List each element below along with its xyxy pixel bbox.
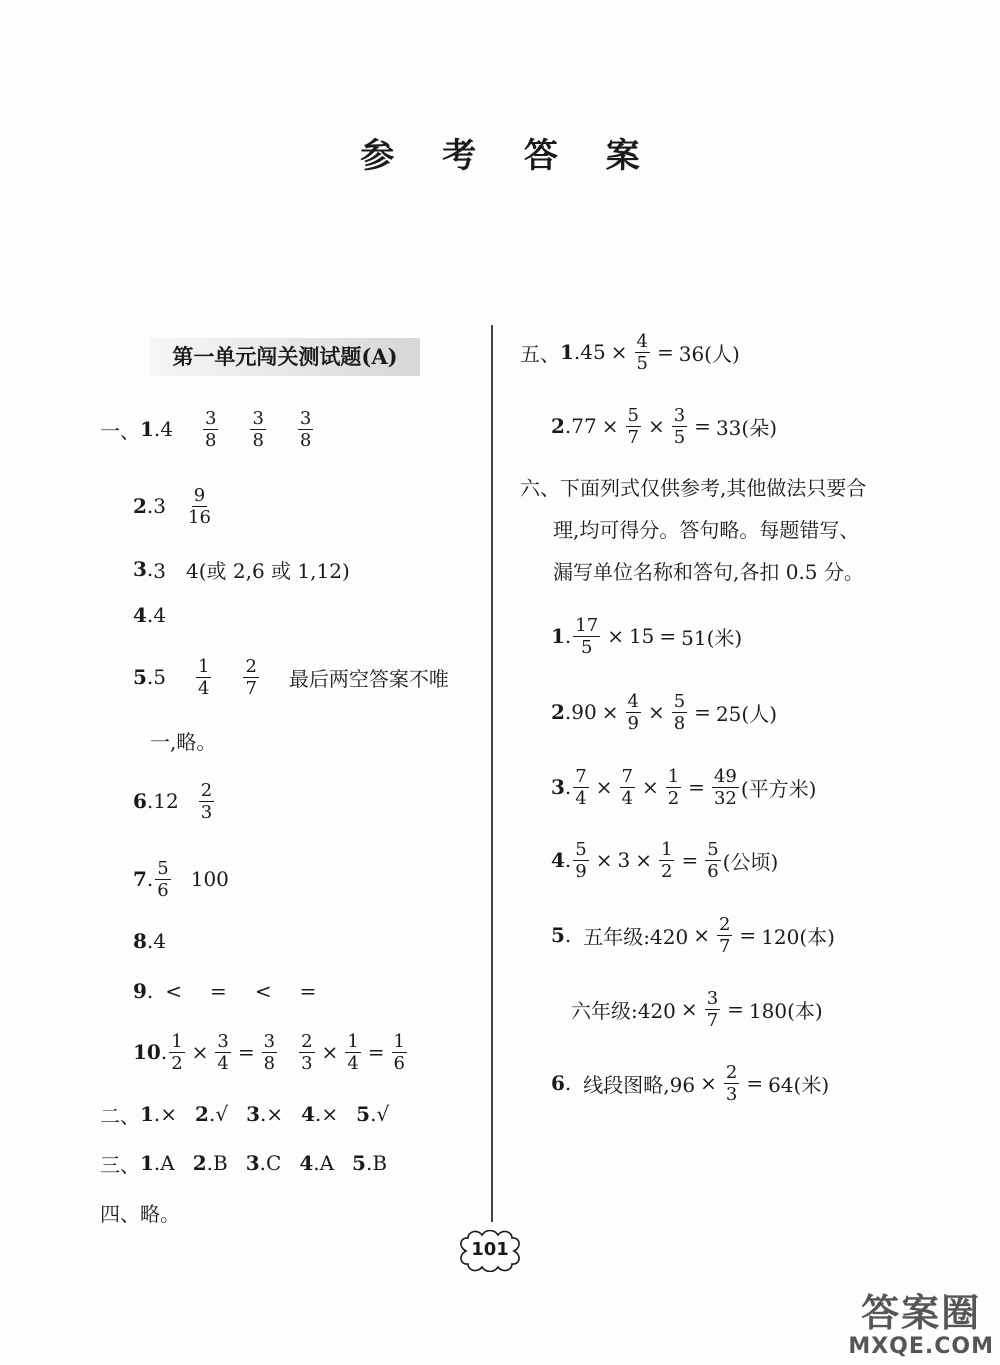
answer-section-3: 三、 1 . A 2 . B 3 . C 4 . A 5 . B [100, 1151, 388, 1177]
fraction: $\frac{2}{7}$ [245, 655, 257, 699]
fraction: $\frac{1}{2}$ [171, 1030, 183, 1074]
fraction: $\frac{17}{5}$ [575, 614, 599, 658]
fraction: $\frac{4}{5}$ [636, 330, 648, 374]
answer-6-2: 2 . 90 × $\frac{4}{9}$ × $\frac{5}{8}$ = 25(人) [551, 690, 777, 734]
fraction: $\frac{4}{9}$ [627, 690, 639, 734]
fraction: $\frac{2}{3}$ [725, 1061, 738, 1105]
fraction: $\frac{1}{2}$ [667, 765, 680, 809]
answer-1-4: 4 . 4 [133, 603, 167, 627]
fraction: $\frac{5}{6}$ [707, 838, 719, 882]
answer-1-6: 6 . 12 $\frac{2}{3}$ [133, 779, 213, 823]
answer-section-4: 四、略。 [100, 1201, 180, 1226]
answer-6-5: 5 . 五年级:420 × $\frac{2}{7}$ = 120(本) [551, 913, 835, 957]
fraction: $\frac{3}{8}$ [299, 407, 312, 451]
fraction: $\frac{3}{5}$ [673, 404, 686, 448]
section-6-instructions: 六、下面列式仅供参考,其他做法只要合 理,均可得分。答句略。每题错写、 漏写单位名称和答句,各扣 0.5 分。 [520, 476, 867, 584]
fraction: $\frac{3}{8}$ [263, 1030, 276, 1074]
fraction: $\frac{3}{4}$ [217, 1030, 229, 1074]
answer-5-2: 2 . 77 × $\frac{5}{7}$ × $\frac{3}{5}$ = 33(朵) [551, 404, 777, 448]
answer-1-5-cont: 一,略。 [150, 729, 217, 754]
fraction: $\frac{1}{4}$ [198, 655, 210, 699]
fraction: $\frac{2}{7}$ [718, 913, 731, 957]
fraction: $\frac{9}{16}$ [188, 484, 211, 528]
answer-6-5-b: 六年级:420 × $\frac{3}{7}$ = 180(本) [571, 987, 823, 1031]
answer-1-9: 9 . < = < = [133, 979, 317, 1003]
answer-1-3: 3 . 3 4(或 2,6 或 1,12) [133, 557, 350, 583]
watermark [848, 1291, 994, 1359]
fraction: $\frac{3}{7}$ [706, 987, 719, 1031]
page-number: 101 [456, 1230, 524, 1272]
watermark-logo: 答案圈 [861, 1291, 982, 1335]
fraction: $\frac{49}{32}$ [713, 765, 737, 809]
answer-1-7: 7 . $\frac{5}{6}$ 100 [133, 857, 229, 901]
answer-1-8: 8 . 4 [133, 929, 167, 953]
fraction: $\frac{1}{2}$ [661, 838, 673, 882]
fraction: $\frac{2}{3}$ [200, 779, 213, 823]
answer-6-1: 1 . $\frac{17}{5}$ × 15 = 51(米) [551, 614, 743, 658]
answer-6-3: 3 . $\frac{7}{4}$ × $\frac{7}{4}$ × $\frac{1}{2}$ = $\frac{49}{32}$ (平方米) [551, 765, 817, 809]
fraction: $\frac{3}{8}$ [205, 407, 217, 451]
answer-6-4: 4 . $\frac{5}{9}$ × 3 × $\frac{1}{2}$ = $\frac{5}{6}$ (公顷) [551, 838, 779, 882]
fraction: $\frac{1}{4}$ [347, 1030, 359, 1074]
answer-1-1: 一、 1 . 4 $\frac{3}{8}$ $\frac{3}{8}$ $\frac{3}{8}$ [100, 407, 312, 451]
answer-1-10: 10 . $\frac{1}{2}$ × $\frac{3}{4}$ = $\frac{3}{8}$ $\frac{2}{3}$ × $\frac{1}{4}$ = $\frac{1}{6}$ [133, 1030, 405, 1074]
fraction: $\frac{3}{8}$ [252, 407, 264, 451]
fraction: $\frac{7}{4}$ [575, 765, 587, 809]
answer-6-6: 6 . 线段图略,96 × $\frac{2}{3}$ = 64(米) [551, 1061, 830, 1105]
section-title: 第一单元闯关测试题(A) [150, 338, 420, 376]
page-title: 参 考 答 案 [360, 136, 658, 176]
fraction: $\frac{2}{3}$ [301, 1030, 313, 1074]
fraction: $\frac{5}{6}$ [157, 857, 169, 901]
answer-5-1: 五、 1 . 45 × $\frac{4}{5}$ = 36(人) [520, 330, 740, 374]
answer-1-5: 5 . 5 $\frac{1}{4}$ $\frac{2}{7}$ 最后两空答案不唯 [133, 655, 449, 699]
fraction: $\frac{5}{7}$ [627, 404, 639, 448]
answer-section-2: 二、 1 . × 2 . √ 3 . × 4 . × 5 . √ [100, 1102, 390, 1128]
fraction: $\frac{5}{8}$ [673, 690, 686, 734]
column-divider [491, 325, 493, 1222]
fraction: $\frac{1}{6}$ [393, 1030, 405, 1074]
fraction: $\frac{7}{4}$ [621, 765, 633, 809]
fraction: $\frac{5}{9}$ [575, 838, 587, 882]
answer-1-2: 2 . 3 $\frac{9}{16}$ [133, 484, 211, 528]
watermark-url: MXQE.COM [848, 1334, 994, 1359]
